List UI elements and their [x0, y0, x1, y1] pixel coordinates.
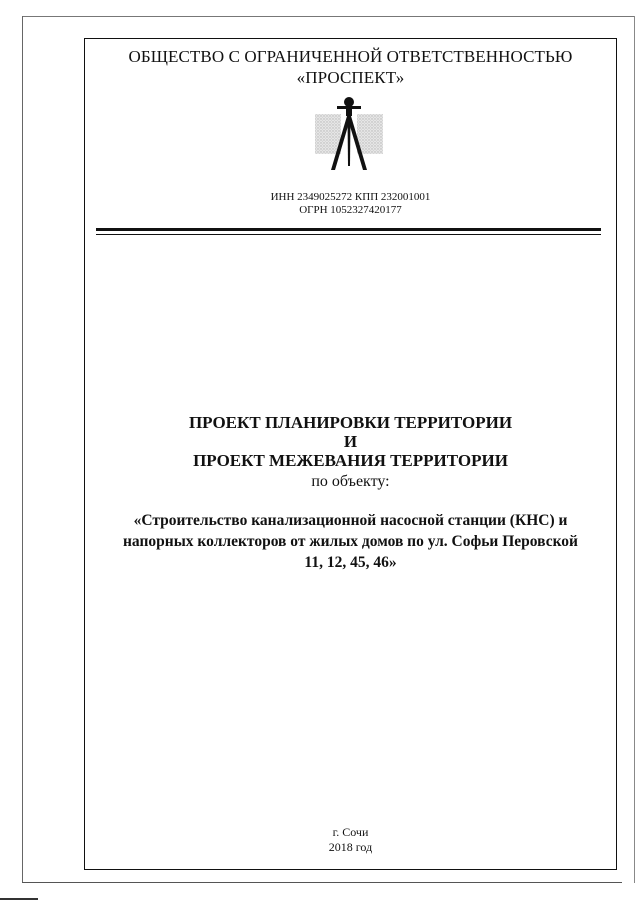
- title-line-1: ПРОЕКТ ПЛАНИРОВКИ ТЕРРИТОРИИ: [188, 413, 513, 432]
- header-rule-thick: [96, 228, 601, 231]
- scan-edge-top: [22, 16, 635, 17]
- surveying-tripod-logo-icon: [311, 94, 387, 174]
- document-footer: [84, 825, 617, 855]
- subject-line-2: напорных коллекторов от жилых домов по ул. Софьи Перовской: [123, 533, 578, 550]
- subject-line-3: 11, 12, 45, 46»: [304, 554, 397, 571]
- scan-edge-right: [634, 16, 635, 883]
- scan-edge-bottom: [22, 882, 622, 883]
- organization-name-line-2: «ПРОСПЕКТ»: [296, 68, 405, 87]
- project-subject: [88, 510, 613, 573]
- document-title: [84, 413, 617, 470]
- by-object-label: по объекту:: [311, 473, 390, 490]
- subject-line-1: «Строительство канализационной насосной станции (КНС) и: [133, 512, 568, 529]
- organization-name: [84, 46, 617, 88]
- inn-kpp: ИНН 2349025272 КПП 232001001: [270, 191, 431, 203]
- scan-edge-left: [22, 16, 23, 883]
- title-line-3: ПРОЕКТ МЕЖЕВАНИЯ ТЕРРИТОРИИ: [193, 451, 508, 470]
- organization-name-line-1: ОБЩЕСТВО С ОГРАНИЧЕННОЙ ОТВЕТСТВЕННОСТЬЮ: [128, 47, 573, 66]
- city: г. Сочи: [332, 825, 369, 839]
- ogrn: ОГРН 1052327420177: [299, 204, 402, 216]
- scan-mark: [0, 898, 38, 900]
- title-line-2: И: [343, 432, 358, 451]
- company-identifiers: [84, 191, 617, 217]
- year: 2018 год: [328, 840, 373, 854]
- header-rule-thin: [96, 234, 601, 235]
